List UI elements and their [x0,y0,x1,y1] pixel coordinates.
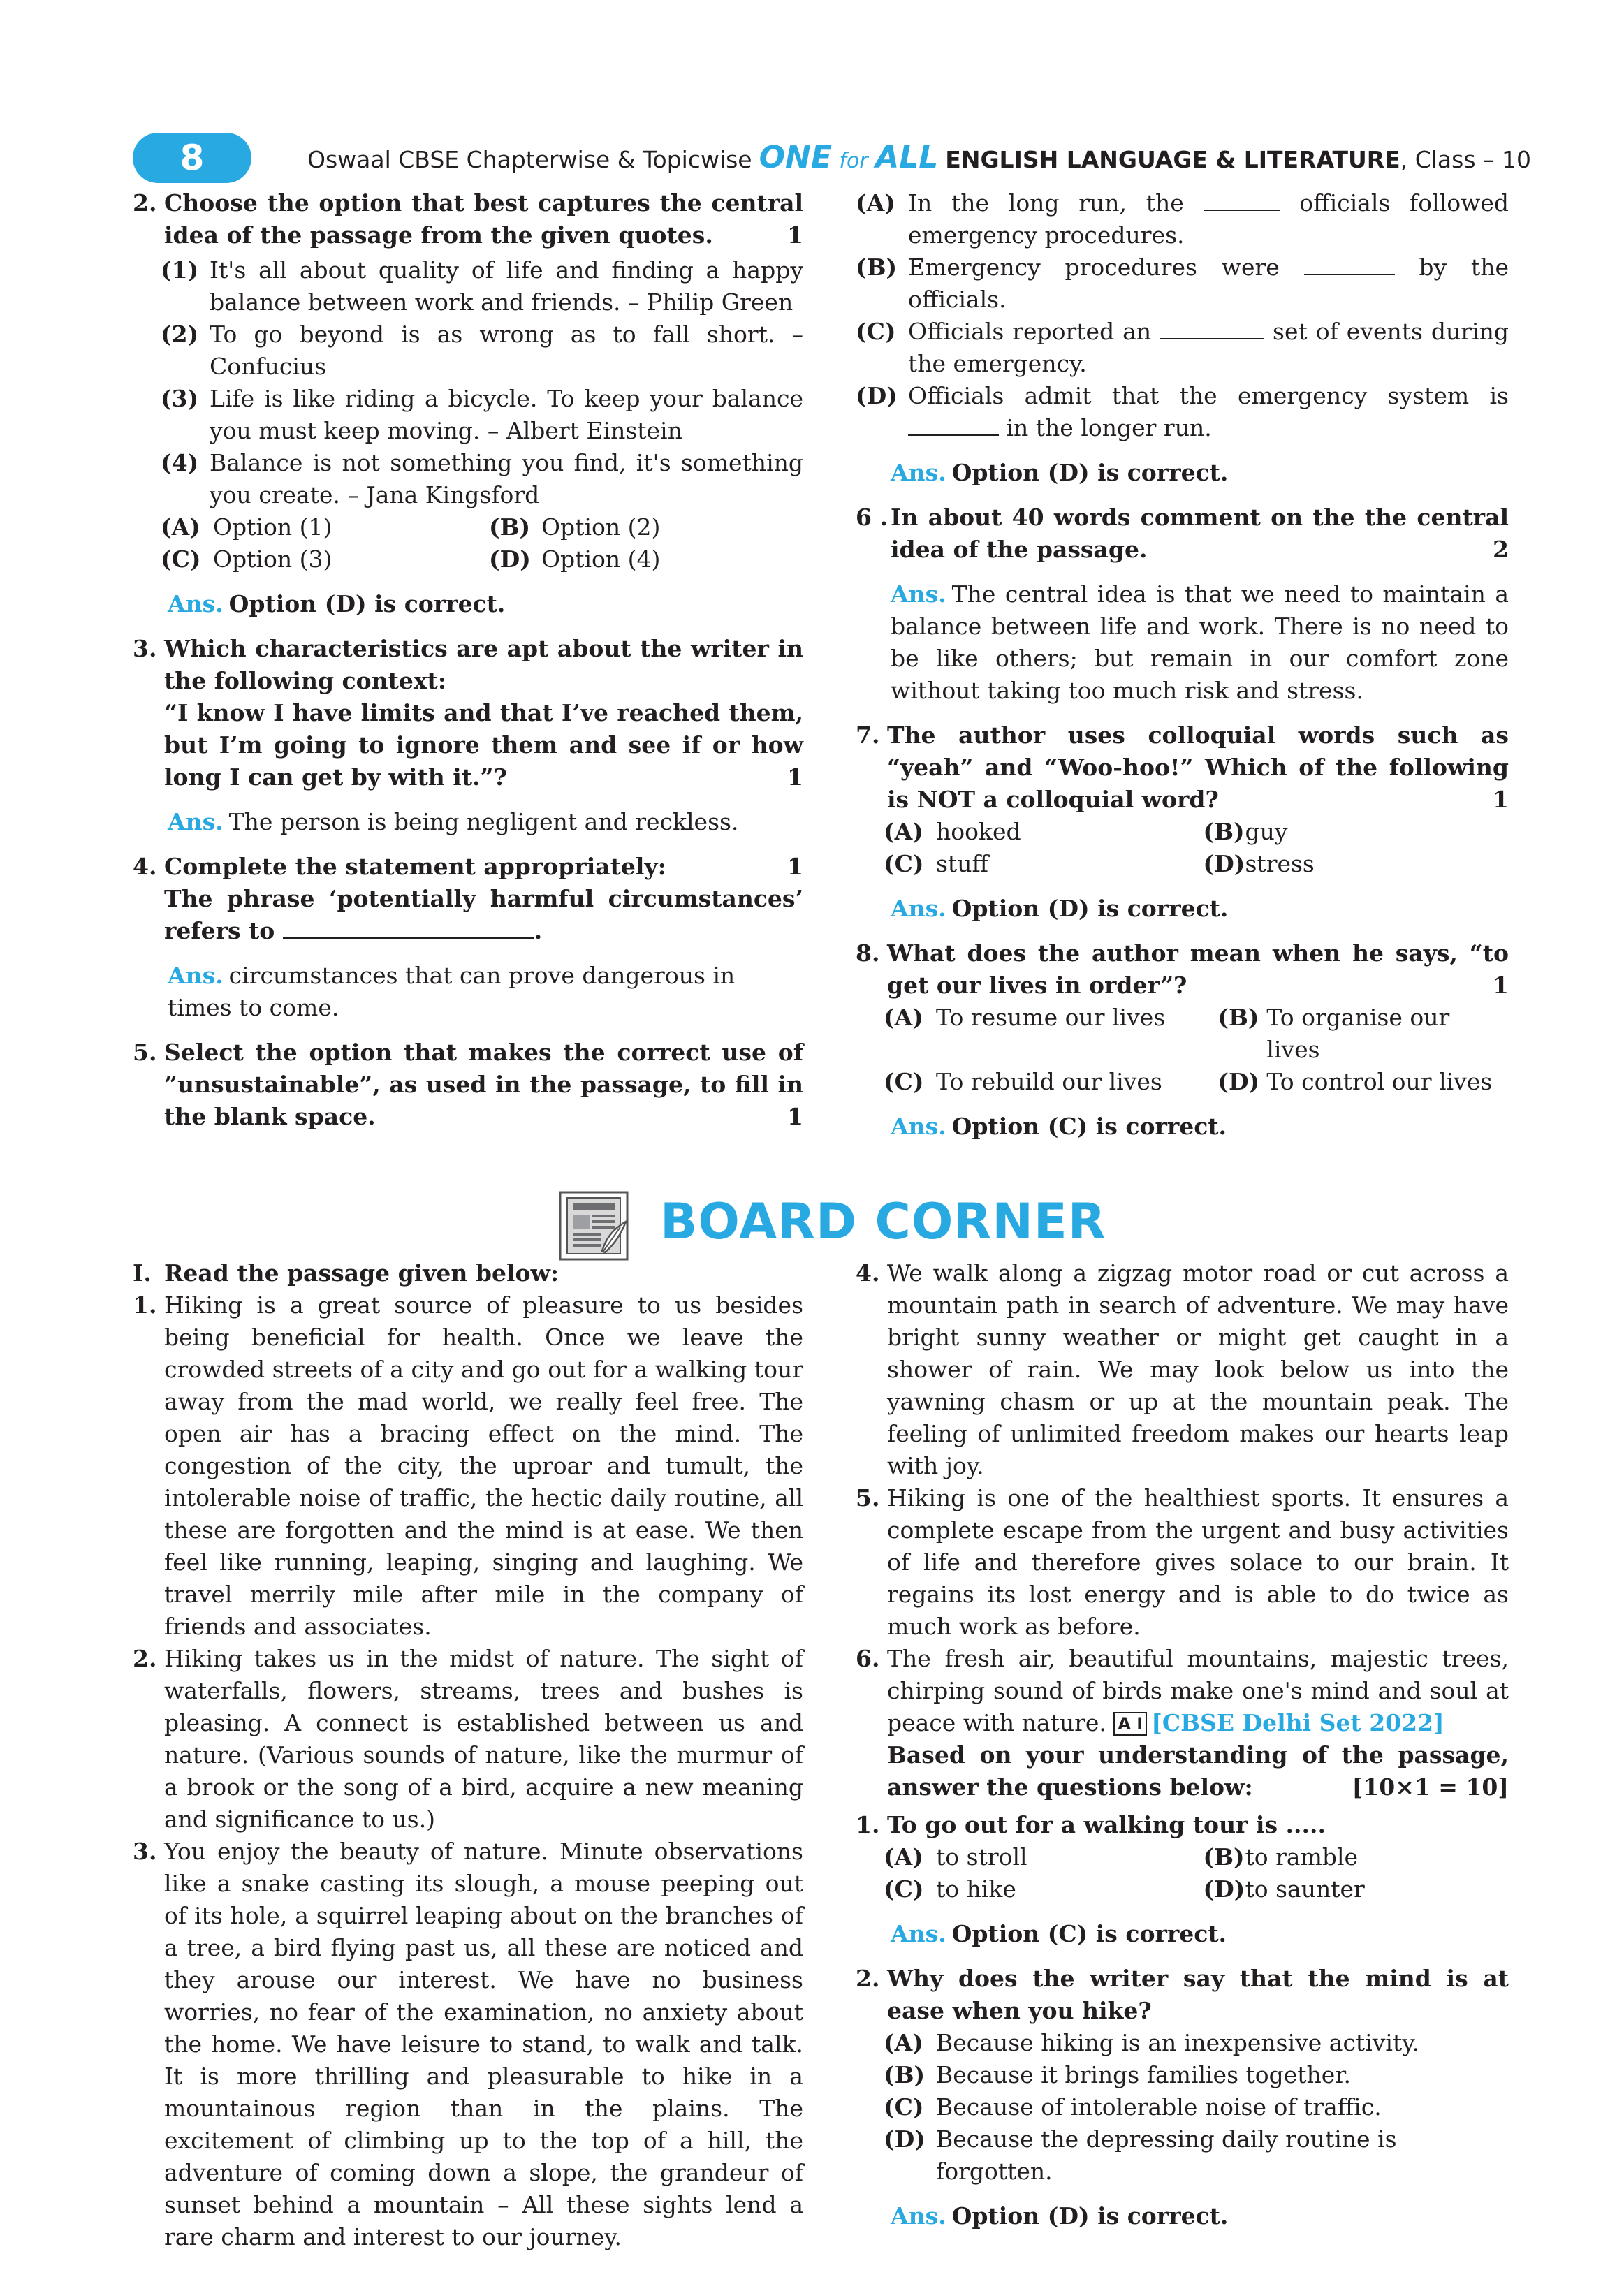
quote-item: (2) To go beyond is as wrong as to fall short. – Confucius [161,321,803,380]
passage-paragraph: 1. Hiking is a great source of pleasure to us besides being beneficial for health. Once we leave the crowded streets of a city and go out for a walking tour away from the mad world, we really feel free. The open air has a bracing effect on the mind. The congestion of the city, the uproar and tumult, the intolerable noise of traffic, the hectic daily routine, all these are forgotten and the mind is at ease. We then feel like running, leaping, singing and laughing. We travel merrily mile after mile in the company of friends and associates. [133,1291,803,1640]
answer: Ans. Option (D) is correct. [168,590,506,617]
passage-paragraph: 2. Hiking takes us in the midst of nature. The sight of waterfalls, flowers, streams, trees and bushes is pleasing. A connect is established between us and nature. (Various sounds of nature, like the murmur of a brook or the song of a bird, acquire a new meaning and significance to us.) [133,1645,803,1833]
question-2: 2. Choose the option that best captures the central idea of the passage from the given quotes. 1 [133,187,803,251]
question-7: 7. The author uses colloquial words such as “yeah” and “Woo-hoo!” Which of the following is NOT a colloquial word? 1 [856,719,1509,816]
quote-item: (4) Balance is not something you find, it's something you create. – Jana Kingsford [161,449,803,508]
page-number: 8 [180,138,205,178]
option-c: (C) Option (3) [161,546,332,573]
option-a: (A) Because hiking is an inexpensive activity. [884,2029,1419,2056]
passage-paragraph: 6. The fresh air, beautiful mountains, majestic trees, chirping sound of birds make one's mind and soul at peace with nature. A I [CBSE Delhi Set 2022] [856,1645,1509,1736]
options-grid [856,1002,1509,1098]
option-b: (B) guy [1203,818,1288,845]
quote-list [133,254,803,511]
source-reference: [CBSE Delhi Set 2022] [1151,1709,1444,1736]
option-c: (C) Because of intolerable noise of traffic. [884,2093,1382,2121]
passage-paragraph: 3. You enjoy the beauty of nature. Minute observations like a snake casting its slough, a mouse peeping out of its hole, a squirrel leaping about on the branches of a tree, a bird flying past us, all these are noticed and they arouse our interest. We have no business worries, no fear of the examination, no anxiety about the home. We have leisure to stand, to walk and talk. It is more thrilling and pleasurable to hike in a mountainous region than in the plains. The excitement of climbing up to the top of a hill, the adventure of coming down a slope, the grandeur of sunset behind a mountain – All these sights lend a rare charm and interest to our journey. [133,1838,803,2250]
ai-tag-icon: A I [1113,1712,1147,1736]
option-c: (C) Officials reported an set of events during the emergency. [856,318,1509,377]
page-number-badge [133,133,251,183]
option-a: (A) Option (1) [161,513,332,541]
top-right-column [856,187,1509,1155]
context-quote: “I know I have limits and that I’ve reached them, but I’m going to ignore them and see if or how long I can get by with it.”? [164,699,803,791]
answer: Ans. The central idea is that we need to maintain a balance between life and work. There is no need to be like others; but remain in our comfort zone without taking too much risk and stress. [891,580,1509,704]
passage-paragraph: 4. We walk along a zigzag motor road or cut across a mountain path in search of adventure. We may have bright sunny weather or might get caught in a shower of rain. We may look below us into the yawning chasm or up at the mountain peak. The feeling of unlimited freedom makes our hearts leap with joy. [856,1259,1509,1479]
question-5: 5. Select the option that makes the correct use of ”unsustainable”, as used in the passage, to fill in the blank space. 1 [133,1037,803,1133]
option-a: (A) to stroll [884,1843,1027,1871]
marks: 2 [1493,536,1509,563]
passage-right-column [856,1257,1509,2245]
question-1: 1. To go out for a walking tour is ..... [856,1811,1326,1838]
q5-options [856,187,1509,444]
option-d: (D) Officials admit that the emergency system is in the longer run. [856,382,1509,441]
option-b: (B) Emergency procedures were by the officials. [856,254,1509,313]
marks: 1 [1493,786,1509,813]
passage-left-column [133,1257,803,2253]
quote-item: (3) Life is like riding a bicycle. To keep your balance you must keep moving. – Albert Einstein [161,385,803,444]
series-name: Oswaal CBSE Chapterwise & Topicwise [307,146,752,173]
fill-blank [283,916,534,939]
question-6: 6 . In about 40 words comment on the the central idea of the passage. 2 [856,502,1509,566]
answer: Ans. Option (D) is correct. [891,2202,1229,2230]
quote-item: (1) It's all about quality of life and finding a happy balance between work and friends. – Philip Green [161,256,803,316]
options-grid [856,1841,1509,1905]
question-4: 4. Complete the statement appropriately: 1 The phrase ‘potentially harmful circumstances’ refers to . [133,851,803,947]
subject-title: ENGLISH LANGUAGE & LITERATURE [945,146,1400,173]
answer: Ans. Option (C) is correct. [891,1113,1227,1140]
marks: 1 [787,221,803,249]
passage-paragraph: 5. Hiking is one of the healthiest sports. It ensures a complete escape from the urgent and busy activities of life and therefore gives solace to our brain. It regains its lost energy and is able to do twice as much work as before. [856,1484,1509,1640]
marks: 1 [787,1103,803,1130]
option-a: (A) To resume our lives [884,1004,1166,1031]
section-title: BOARD CORNER [660,1193,1106,1250]
options-grid [133,511,803,576]
class-label: , Class – 10 [1400,146,1531,173]
top-left-column [133,187,803,1133]
option-d: (D) stress [1203,850,1315,877]
options-list [856,2027,1509,2188]
marks: 1 [787,763,803,791]
options-grid [856,816,1509,880]
answer: Ans. circumstances that can prove dangerous in times to come. [168,962,736,1021]
option-b: (B) Option (2) [489,513,661,541]
marks: 1 [787,853,803,880]
question-3: 3. Which characteristics are apt about the writer in the following context: “I know I have limits and that I’ve reached them, but I’m going to ignore them and see if or how long I can get by with it.”? 1 [133,633,803,793]
option-a: (A) In the long run, the officials followed emergency procedures. [856,189,1509,249]
answer: Ans. The person is being negligent and reckless. [168,808,739,835]
answer: Ans. Option (D) is correct. [891,459,1229,486]
instruction: Based on your understanding of the passage, answer the questions below: [10×1 = 10] [856,1739,1509,1803]
marks: 1 [1493,972,1509,999]
option-c: (C) stuff [884,850,988,877]
answer: Ans. Option (D) is correct. [891,895,1229,922]
option-d: (D) To control our lives [1217,1068,1493,1095]
brand-logo: ONE for ALL [759,140,939,175]
option-d: (D) Because the depressing daily routine is forgotten. [884,2125,1397,2185]
question-8: 8. What does the author mean when he says, “to get our lives in order”? 1 [856,937,1509,1002]
option-c: (C) To rebuild our lives [884,1068,1162,1095]
answer: Ans. Option (C) is correct. [891,1920,1227,1947]
passage-intro: I. Read the passage given below: [133,1259,559,1287]
option-a: (A) hooked [884,818,1021,845]
running-header [307,140,1531,182]
option-c: (C) to hike [884,1875,1016,1903]
question-2b: 2. Why does the writer say that the mind is at ease when you hike? [856,1965,1509,2024]
total-marks: [10×1 = 10] [1352,1773,1509,1801]
newspaper-icon [559,1191,629,1261]
option-b: (B) to ramble [1203,1843,1359,1871]
option-b: (B) Because it brings families together. [884,2061,1351,2088]
option-b: (B) To organise our lives [1217,1004,1450,1063]
option-d: (D) Option (4) [489,546,661,573]
option-d: (D) to saunter [1203,1875,1365,1903]
